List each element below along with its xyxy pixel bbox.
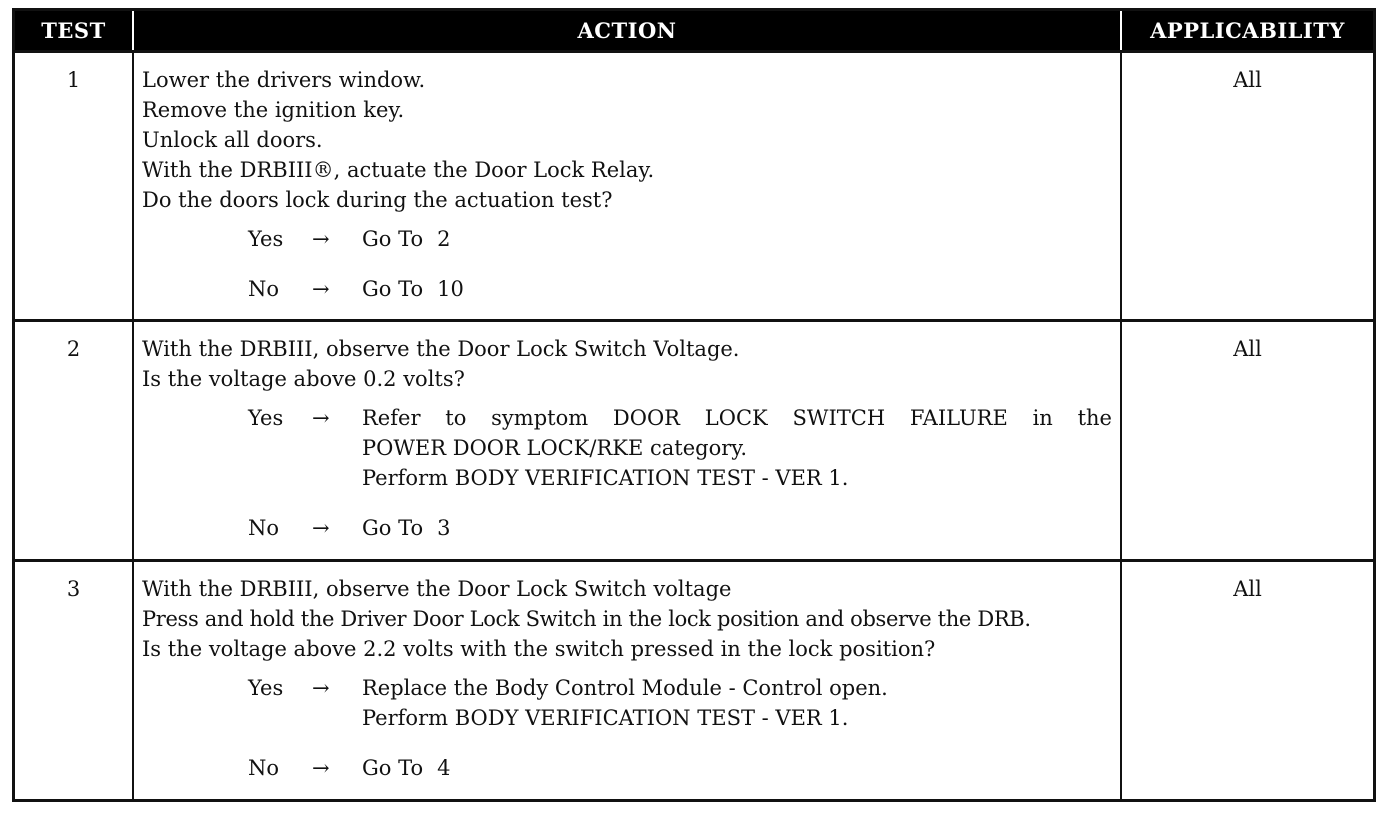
- outcome-no: [248, 753, 1112, 783]
- applicability-cell: All: [1121, 320, 1373, 560]
- action-step: Is the voltage above 0.2 volts?: [142, 366, 465, 391]
- outcome-result-line: Refer to symptom DOOR LOCK SWITCH FAILURE in the: [362, 405, 1112, 430]
- outcome-result: [362, 403, 1112, 493]
- action-step: Unlock all doors.: [142, 127, 323, 152]
- goto-text: Go To: [362, 755, 424, 780]
- outcome-result: [362, 673, 1112, 733]
- outcome-no: [248, 513, 1112, 543]
- action-step: Do the doors lock during the actuation test?: [142, 187, 613, 212]
- header-action: ACTION: [133, 11, 1121, 51]
- header-applicability: APPLICABILITY: [1121, 11, 1373, 51]
- header-test: TEST: [15, 11, 133, 51]
- action-step: Press and hold the Driver Door Lock Switch in the lock position and observe the DRB.: [142, 606, 1031, 631]
- test-number: 3: [15, 560, 133, 802]
- action-step: Remove the ignition key.: [142, 97, 405, 122]
- outcome-label: Yes: [248, 405, 284, 430]
- right-arrow-icon: →: [312, 675, 330, 700]
- goto-test-number: 3: [437, 515, 451, 540]
- applicability-cell: All: [1121, 560, 1373, 802]
- outcome-label: No: [248, 515, 280, 540]
- test-number: 2: [15, 320, 133, 560]
- table-header-row: [15, 11, 1373, 51]
- diagnostic-test-table: [15, 11, 1373, 802]
- outcome-yes: [248, 403, 1112, 493]
- right-arrow-icon: →: [312, 276, 330, 301]
- goto-text: Go To: [362, 515, 424, 540]
- outcome-result: [362, 224, 1112, 254]
- right-arrow-icon: →: [312, 226, 330, 251]
- goto-test-number: 2: [437, 226, 451, 251]
- outcome-result-line: POWER DOOR LOCK/RKE category.: [362, 435, 748, 460]
- action-step: Lower the drivers window.: [142, 67, 426, 92]
- diagnostic-table-frame: [12, 8, 1376, 802]
- outcome-result-line: Replace the Body Control Module - Control open.: [362, 675, 888, 700]
- goto-test-number: 4: [437, 755, 451, 780]
- outcome-label: No: [248, 755, 280, 780]
- goto-text: Go To: [362, 226, 424, 251]
- outcome-yes: [248, 224, 1112, 254]
- outcome-result: [362, 753, 1112, 783]
- action-step: Is the voltage above 2.2 volts with the switch pressed in the lock position?: [142, 636, 936, 661]
- table-row-test-1: [15, 51, 1373, 320]
- right-arrow-icon: →: [312, 755, 330, 780]
- action-cell: [133, 320, 1121, 560]
- outcome-list: [142, 224, 1112, 304]
- action-step: With the DRBIII, observe the Door Lock Switch Voltage.: [142, 336, 740, 361]
- action-step: With the DRBIII, observe the Door Lock Switch voltage: [142, 576, 732, 601]
- outcome-result-line: Perform BODY VERIFICATION TEST - VER 1.: [362, 465, 849, 490]
- action-step: With the DRBIII®, actuate the Door Lock Relay.: [142, 157, 655, 182]
- outcome-list: [142, 403, 1112, 543]
- outcome-list: [142, 673, 1112, 783]
- test-number: 1: [15, 51, 133, 320]
- goto-test-number: 10: [437, 276, 464, 301]
- outcome-label: Yes: [248, 675, 284, 700]
- outcome-result: [362, 513, 1112, 543]
- outcome-result: [362, 274, 1112, 304]
- action-cell: [133, 51, 1121, 320]
- outcome-yes: [248, 673, 1112, 733]
- table-row-test-2: [15, 320, 1373, 560]
- table-row-test-3: [15, 560, 1373, 802]
- right-arrow-icon: →: [312, 515, 330, 540]
- outcome-label: Yes: [248, 226, 284, 251]
- action-cell: [133, 560, 1121, 802]
- outcome-no: [248, 274, 1112, 304]
- outcome-result-line: Perform BODY VERIFICATION TEST - VER 1.: [362, 705, 849, 730]
- applicability-cell: All: [1121, 51, 1373, 320]
- right-arrow-icon: →: [312, 405, 330, 430]
- outcome-label: No: [248, 276, 280, 301]
- goto-text: Go To: [362, 276, 424, 301]
